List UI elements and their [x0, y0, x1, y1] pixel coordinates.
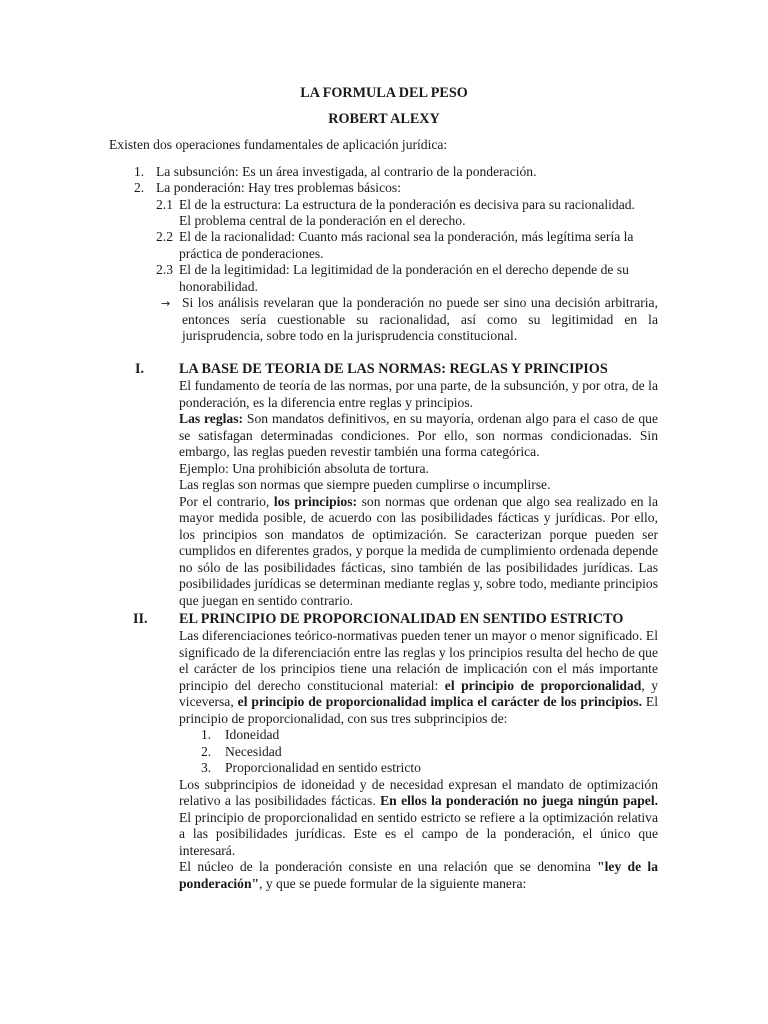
- inline-text: Los subprincipios de idoneidad y de necesidad expresan el mandato de optimización relativo a las posibilidades fácticas.: [179, 776, 658, 808]
- paragraph: [179, 777, 658, 860]
- list-item: [201, 760, 658, 777]
- inline-text: El núcleo de la ponderación consiste en una relación que se denomina: [179, 859, 598, 874]
- section-body: [179, 378, 658, 609]
- bold-text: "ley de la ponderación": [179, 859, 658, 891]
- principios-label: los principios:: [273, 493, 358, 509]
- list-item: [201, 744, 658, 761]
- subprinciple-list: [179, 727, 658, 777]
- section-heading: EL PRINCIPIO DE PROPORCIONALIDAD EN SENTIDO ESTRICTO: [179, 611, 624, 627]
- list-item-text: Idoneidad: [225, 727, 280, 742]
- bold-text: el principio de proporcionalidad implica el carácter de los principios.: [237, 694, 642, 709]
- inline-text: Las diferenciaciones teórico-normativas pueden tener un mayor o menor significado. El significado de la diferenciación entre las reglas y los principios resulta del hecho de que el carácter de los principios tiene una relación de implicación con el más importante principio del derecho constitucional material:: [179, 628, 658, 693]
- sublist-item: honorabilidad.: [179, 279, 258, 294]
- list-item-number: 2.: [134, 180, 145, 195]
- inline-text: El principio de proporcionalidad en sentido estricto se refiere a la optimización relativa a las posibilidades jurídicas. Este es el campo de la ponderación, el único que interesará.: [179, 809, 658, 858]
- sublist-item-number: 2.2: [156, 229, 173, 244]
- sublist-item: El de la racionalidad: Cuanto más racional sea la ponderación, más legítima sería la: [179, 229, 634, 244]
- sublist-item: El de la estructura: La estructura de la ponderación es decisiva para su racionalidad.: [179, 197, 635, 212]
- principios-text: son normas que ordenan que algo sea realizado en la mayor medida posible, de acuerdo con las posibilidades fácticas y jurídicas. Por ello, los principios son mandatos de optimización. Se caracterizan porque pueden ser cumplidos en diferentes grados, y porque la medida de cumplimiento ordenada depende no sólo de las posibilidades fácticas, sino también de las posibilidades jurídicas. Las posibilidades jurídicas se determinan mediante reglas y, sobre todo, mediante principios que juegan en sentido contrario.: [179, 493, 658, 608]
- list-item-number: 2.: [201, 743, 212, 759]
- paragraph: Ejemplo: Una prohibición absoluta de tortura.: [179, 460, 429, 476]
- paragraph: [179, 628, 658, 727]
- list-item: [201, 727, 658, 744]
- sublist-item-number: 2.1: [156, 197, 173, 212]
- section-body: [179, 628, 658, 892]
- document-title: LA FORMULA DEL PESO: [300, 85, 468, 101]
- list-item-number: 1.: [134, 164, 145, 179]
- bold-text: el principio de proporcionalidad: [444, 677, 642, 693]
- section-heading: LA BASE DE TEORIA DE LAS NORMAS: REGLAS Y PRINCIPIOS: [179, 361, 608, 377]
- arrow-paragraph: Si los análisis revelaran que la ponderación no puede ser sino una decisión arbitraria, entonces sería cuestionable su racionalidad, así como su legitimidad en la jurisprudencia, sobre todo en la jurisprudencia constitucional.: [182, 295, 658, 343]
- document-author: ROBERT ALEXY: [328, 111, 440, 127]
- inline-text: , y viceversa,: [179, 677, 659, 709]
- bold-text: En ellos la ponderación no juega ningún papel.: [380, 793, 658, 808]
- reglas-text: Son mandatos definitivos, en su mayoría, ordenan algo para el caso de que se satisfagan determinadas condiciones. Por ello, son normas condicionadas. Sin embargo, las reglas pueden revestir también una forma categórica.: [179, 411, 659, 459]
- sublist-item-number: 2.3: [156, 262, 173, 277]
- list-item-text: Necesidad: [225, 743, 282, 759]
- sublist-item: El problema central de la ponderación en el derecho.: [179, 213, 466, 228]
- inline-text: El principio de proporcionalidad, con sus tres subprincipios de:: [179, 694, 658, 726]
- paragraph: [179, 411, 658, 461]
- sublist-item: El de la legitimidad: La legitimidad de la ponderación en el derecho depende de su: [179, 262, 629, 277]
- intro-text: Existen dos operaciones fundamentales de aplicación jurídica:: [109, 137, 448, 152]
- list-item-number: 1.: [201, 727, 212, 742]
- paragraph: [179, 859, 658, 892]
- list-item: La ponderación: Hay tres problemas básicos:: [156, 180, 401, 195]
- list-item-number: 3.: [201, 760, 212, 775]
- list-item: La subsunción: Es un área investigada, al contrario de la ponderación.: [156, 164, 537, 179]
- paragraph: Las reglas son normas que siempre pueden cumplirse o incumplirse.: [179, 477, 551, 492]
- paragraph: El fundamento de teoría de las normas, por una parte, de la subsunción, y por otra, de la ponderación, es la diferencia entre reglas y principios.: [179, 378, 658, 410]
- inline-text: , y que se puede formular de la siguiente manera:: [259, 875, 527, 891]
- section-number: I.: [135, 361, 145, 377]
- sublist-item: práctica de ponderaciones.: [179, 246, 324, 261]
- reglas-label: Las reglas:: [179, 411, 244, 426]
- section-number: II.: [133, 611, 148, 627]
- inline-text: Por el contrario,: [179, 493, 274, 509]
- list-item-text: Proporcionalidad en sentido estricto: [225, 760, 421, 775]
- paragraph: [179, 494, 658, 610]
- arrow-right-icon: →: [161, 297, 171, 310]
